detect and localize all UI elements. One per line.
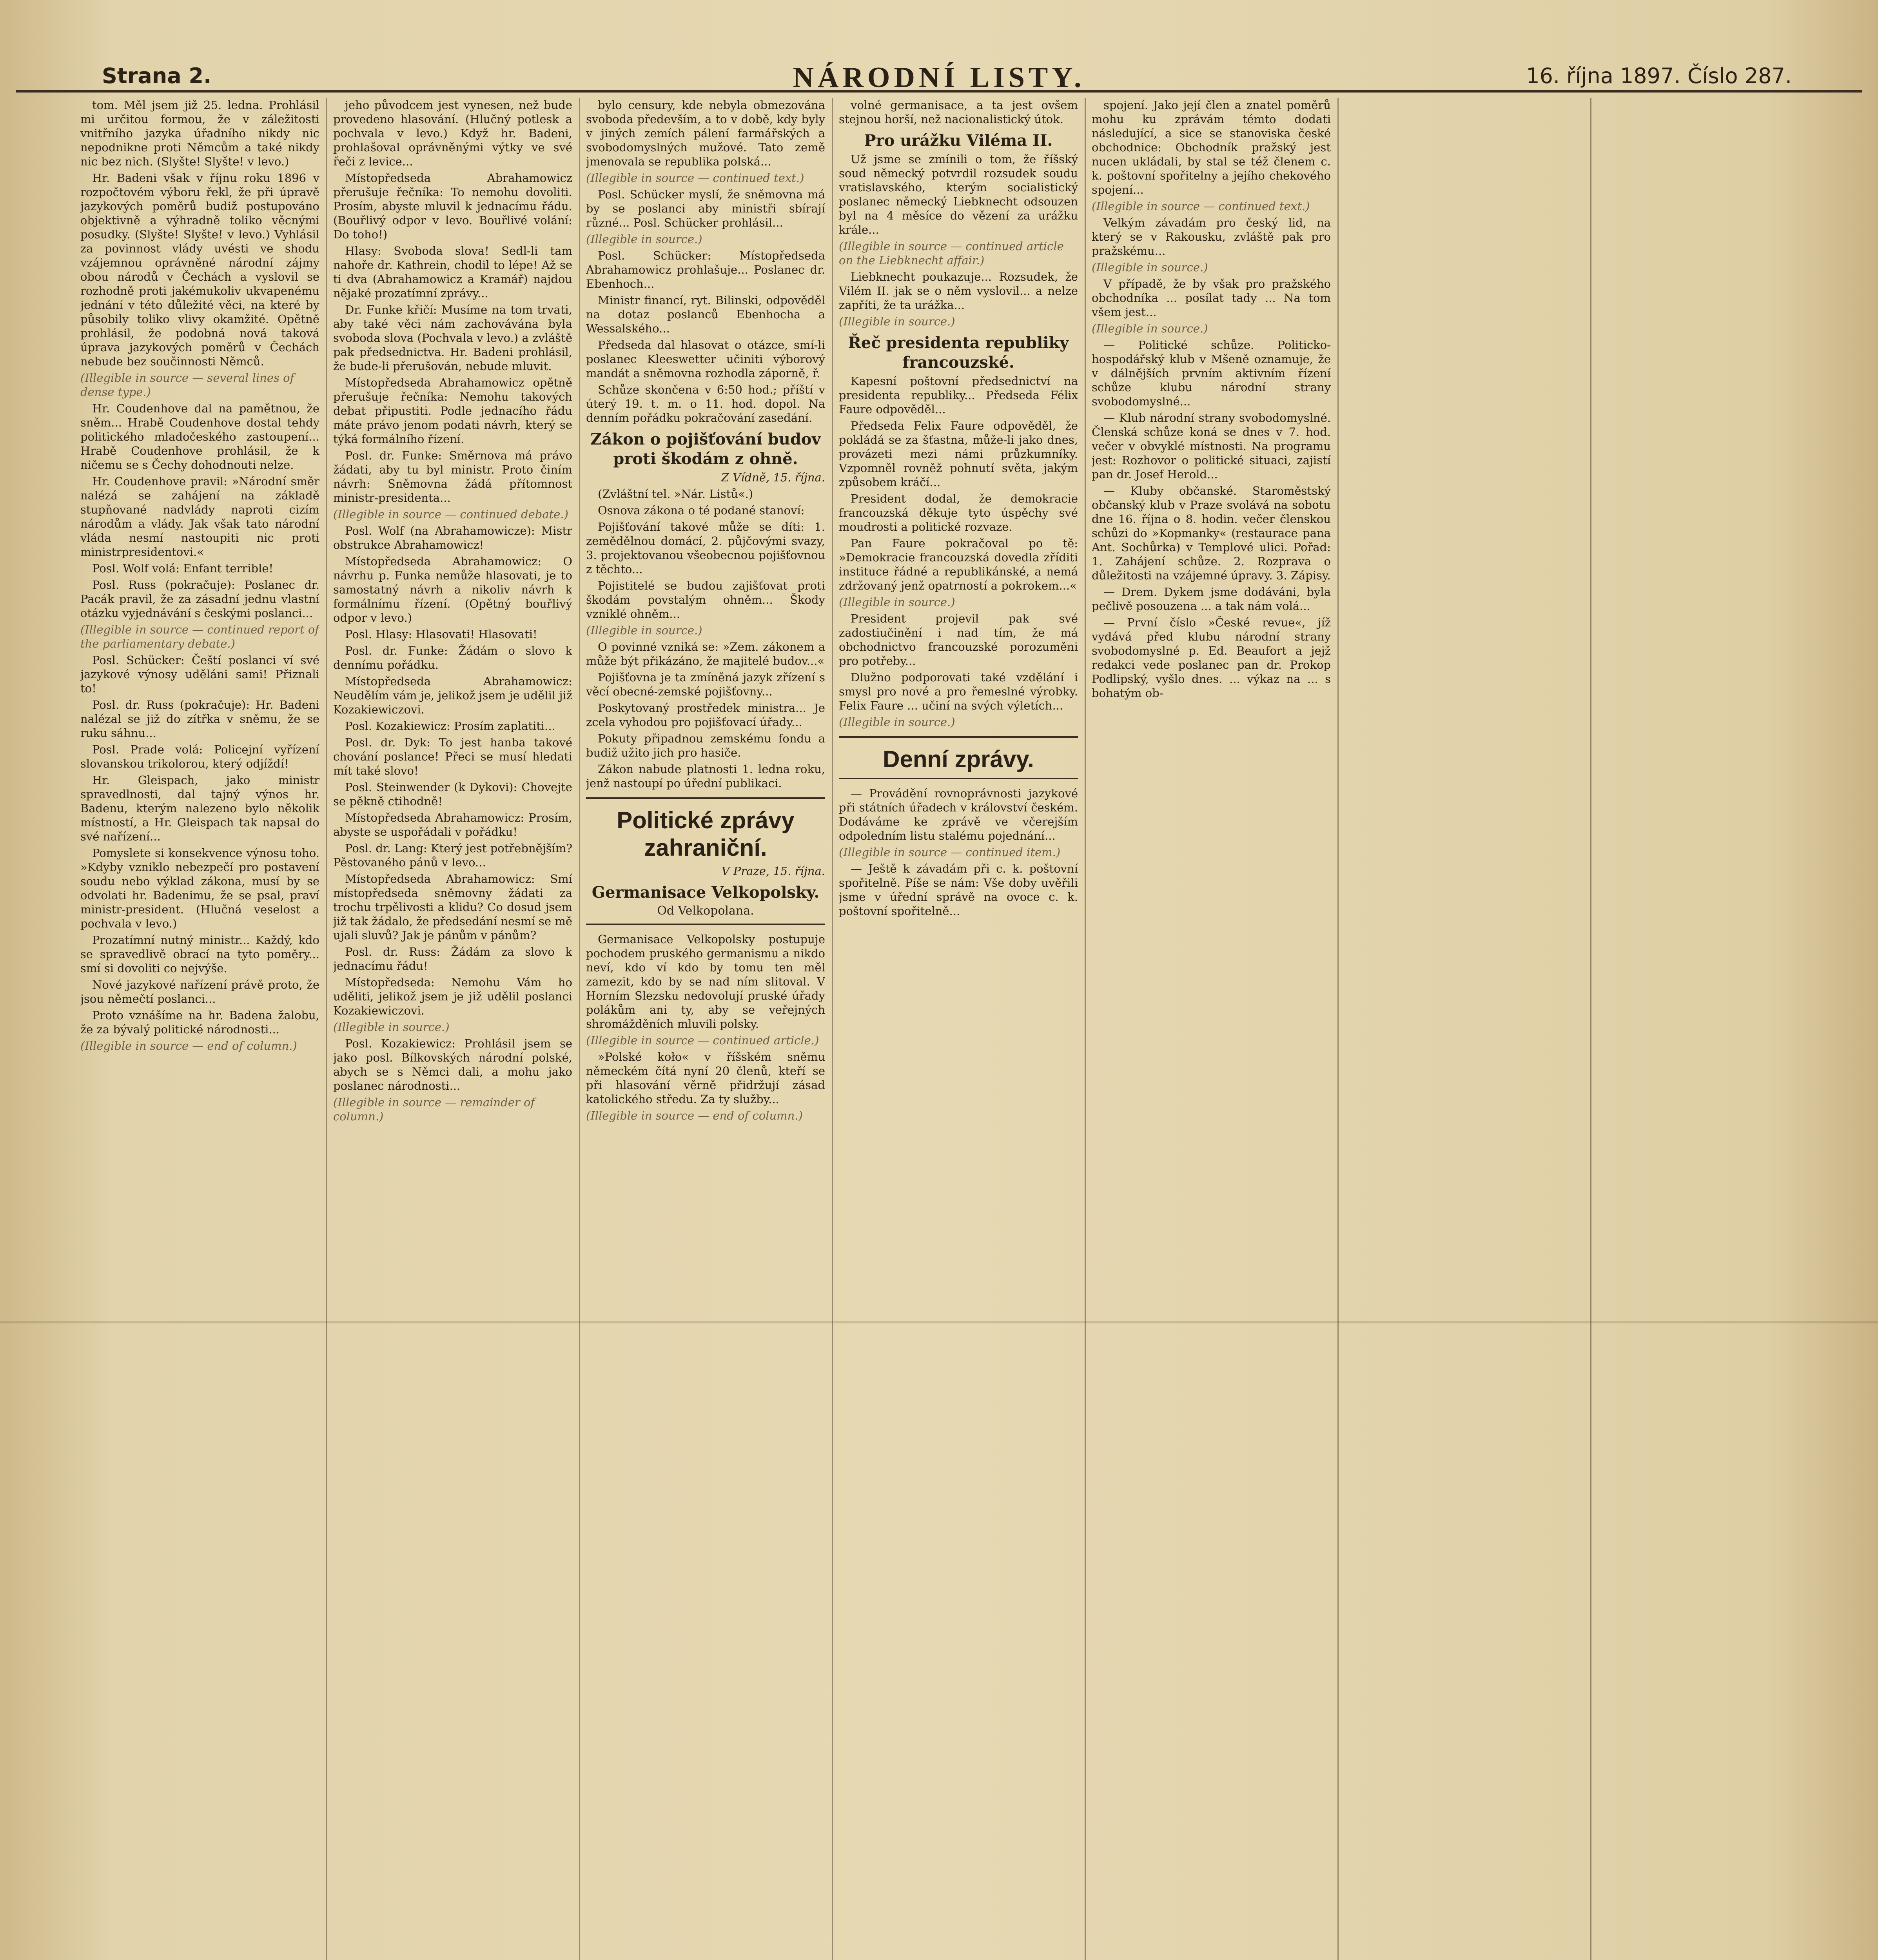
- illegible-text: (Illegible in source — continued article.): [586, 1034, 819, 1047]
- paragraph: Místopředseda Abrahamowicz přerušuje řečníka: To nemohu dovoliti. Prosím, abyste mluvil k jednacímu řádu. (Bouřlivý odpor v levo. Bouřlivé volání: Do toho!): [333, 171, 572, 241]
- paragraph: Pan Faure pokračoval po tě: »Demokracie francouzská dovedla zříditi instituce řádné a republikánské, a nemá zdržovaný jenž opatrností a pokrokem...«: [839, 537, 1078, 592]
- illegible-text: (Illegible in source.): [586, 232, 702, 246]
- byline: Od Velkopolana.: [657, 904, 754, 918]
- paragraph: jeho původcem jest vynesen, než bude provedeno hlasování. (Hlučný potlesk a pochvala v levo.) Když hr. Badeni, prohlašoval oprávněnými výtky ve své řeči z levice...: [333, 98, 572, 168]
- paragraph: Hr. Coudenhove dal na pamětnou, že sněm... Hrabě Coudenhove dostal tehdy politického mladočeského zastoupení... Hrabě Coudenhove prohlásil, že k ničemu se s Čechy dohodnouti nelze.: [80, 402, 319, 472]
- paragraph: Místopředseda Abrahamowicz opětně přerušuje řečníka: Nemohu takových debat připustiti. Podle jednacího řádu máte právo jenom podati návrh, který se týká formálního řízení.: [333, 376, 572, 446]
- paragraph: Velkým závadám pro český lid, na který se v Rakousku, zvláště pak pro pražskému...: [1092, 216, 1331, 258]
- illegible-text: (Illegible in source.): [333, 1020, 450, 1034]
- section-heading-daily-news: Denní zprávy.: [883, 746, 1034, 772]
- paragraph: Germanisace Velkopolsky postupuje pochodem pruského germanismu a nikdo neví, kdo ví kdo by tomu ten měl zamezit, kdo by se nad ním slitoval. V Horním Slezsku nedovolují pruské úřady polákům ani ty, aby se veřejných shromážděních mluvili polsky.: [586, 933, 825, 1031]
- illegible-text: (Illegible in source.): [586, 624, 702, 637]
- paragraph: Hlasy: Svoboda slova! Sedl-li tam nahoře dr. Kathrein, chodil to lépe! Až se ti dva (Abrahamowicz a Kramář) najdou nějaké prozatímní zprávy...: [333, 244, 572, 300]
- illegible-text: (Illegible in source — continued text.): [1092, 200, 1310, 213]
- paragraph: — Ještě k závadám při c. k. poštovní spořitelně. Píše se nám: Vše doby uvěřili jsme v úřední správě na ovoce c. k. poštovní spořitelně...: [839, 862, 1078, 918]
- paragraph: Předseda Felix Faure odpověděl, že pokládá se za šťastna, může-li jako dnes, provázeti mezi námi průzkumníky. Vzpomněl rovněž pohnutí světa, jakým způsobem kráčí...: [839, 419, 1078, 489]
- newspaper-title: NÁRODNÍ LISTY.: [793, 62, 1085, 94]
- paragraph: Schůze skončena v 6:50 hod.; příští v úterý 19. t. m. o 11. hod. dopol. Na denním pořádku pokračování zasedání.: [586, 383, 825, 425]
- paragraph: President projevil pak své zadostiučinění i nad tím, že má obchodnictvo francouzské porozuměni pro potřeby...: [839, 612, 1078, 668]
- paragraph: Posl. Schücker: Místopředseda Abrahamowicz prohlašuje... Poslanec dr. Ebenhoch...: [586, 249, 825, 290]
- headline-french-president: Řeč presidenta republiky francouzské.: [848, 334, 1069, 372]
- paragraph: Osnova zákona o té podané stanoví:: [598, 504, 805, 517]
- column-7: [1597, 98, 1836, 1960]
- illegible-text: (Illegible in source — continued item.): [839, 846, 1061, 859]
- paragraph: Hr. Badeni však v říjnu roku 1896 v rozpočtovém výboru řekl, že při úpravě jazykových poměrů budiž postupováno objektivně a výhradně toliko věcnými posudky. (Slyšte! Slyšte! v levo.) Vyhlásil za povinnost vlády uvésti ve shodu vzájemnou oprávněné národní zájmy obou národů v Čechách a vyslovil se rozhodně proti jakémukoliv ukvapenému jednání v této důležité věci, na které by působily toliko vlivy okamžité. Opětně prohlásil, že podobná nová taková úprava jazykových poměrů v Čechách nebude bez součinnosti Němců.: [80, 171, 319, 368]
- paragraph: (Zvláštní tel. »Nár. Listů«.): [598, 487, 753, 501]
- paragraph: Posl. Wolf volá: Enfant terrible!: [92, 562, 274, 575]
- column-rule: [832, 98, 833, 1960]
- date-and-issue: 16. října 1897. Číslo 287.: [1526, 64, 1792, 88]
- paragraph: — Klub národní strany svobodomyslné. Členská schůze koná se dnes v 7. hod. večer v obvyklé místnosti. Na programu jest: Rozhovor o politické situaci, zajistí pan dr. Josef Herold...: [1092, 411, 1331, 481]
- paragraph: Posl. dr. Funke: Směrnova má právo žádati, aby tu byl ministr. Proto činím návrh: Sněmovna žádá přítomnost ministr-presidenta...: [333, 449, 572, 505]
- paragraph: Posl. Steinwender (k Dykovi): Chovejte se pěkně ctihodně!: [333, 780, 572, 808]
- paragraph: Kapesní poštovní předsednictví na presidenta republiky... Předseda Félix Faure odpověděl...: [839, 374, 1078, 416]
- paragraph: — Provádění rovnoprávnosti jazykové při státních úřadech v království českém. Dodáváme ke zprávě ve včerejším odpoledním listu stalému pojednání...: [839, 787, 1078, 842]
- masthead: [16, 47, 1862, 93]
- dateline: V Praze, 15. října.: [721, 864, 825, 878]
- paper-fold-crease: [0, 1321, 1878, 1323]
- column-5: [1092, 98, 1331, 1960]
- column-rule: [1337, 98, 1339, 1960]
- paragraph: Posl. Prade volá: Policejní vyřízení slovanskou trikolorou, který odjíždí!: [80, 743, 319, 770]
- paragraph: spojení. Jako její člen a znatel poměrů mohu ku zprávám témto dodati následující, a sice se stanoviska české obchodnice: Obchodník pražský jest nucen ukládali, by stal se též členem c. k. poštovní spořitelny a jejího chekového spojení...: [1092, 98, 1331, 196]
- illegible-text: (Illegible in source — continued debate.): [333, 508, 568, 521]
- illegible-text: (Illegible in source.): [839, 315, 955, 328]
- illegible-text: (Illegible in source — end of column.): [80, 1039, 297, 1053]
- paragraph: Proto vznášíme na hr. Badena žalobu, že za bývalý politické národnosti...: [80, 1009, 319, 1036]
- daily-news-box: [839, 736, 1078, 779]
- headline-germanisation: Germanisace Velkopolsky.: [592, 883, 820, 902]
- headline-insult-wilhelm: Pro urážku Viléma II.: [864, 131, 1053, 150]
- paragraph: Posl. Hlasy: Hlasovati! Hlasovati!: [345, 628, 537, 641]
- section-heading-foreign-politics: Politické zprávy zahraniční.: [617, 807, 795, 861]
- column-1: [80, 98, 319, 1960]
- paragraph: Dlužno podporovati také vzdělání i smysl pro nové a pro řemeslné výrobky. Felix Faure ... učiní na svých výletích...: [839, 671, 1078, 712]
- paragraph: Místopředseda Abrahamowicz: Smí místopředseda sněmovny žádati za trochu trpělivosti a klidu? Co dosud jsem již tak žádalo, že předsedání nesmí se mě ujali sluvů? Jak je pánům v pánům?: [333, 872, 572, 942]
- dateline: Z Vídně, 15. října.: [721, 471, 825, 484]
- paragraph: Nové jazykové nařízení právě proto, že jsou němečtí poslanci...: [80, 978, 319, 1005]
- column-rule: [326, 98, 327, 1960]
- paragraph: Prozatímní nutný ministr... Každý, kdo se spravedlivě obrací na tyto poměry... smí si dovoliti co nejvýše.: [80, 933, 319, 975]
- paragraph: Místopředseda Abrahamowicz: Neudělím vám je, jelikož jsem je udělil již Kozakiewiczovi.: [333, 675, 572, 716]
- page-number: Strana 2.: [102, 64, 212, 88]
- paragraph: — Drem. Dykem jsme dodáváni, byla pečlivě posouzena ... a tak nám volá...: [1092, 585, 1331, 613]
- column-rule: [1085, 98, 1086, 1960]
- paragraph: Místopředseda: Nemohu Vám ho uděliti, jelikož jsem je již udělil poslanci Kozakiewiczovi.: [333, 976, 572, 1017]
- paragraph: bylo censury, kde nebyla obmezována svoboda především, a to v době, kdy byly v jiných zemích pálení farmářských a svobodomyslných mužové. Tato země jmenovala se republika polská...: [586, 98, 825, 168]
- paragraph: Už jsme se zmínili o tom, že říšský soud německý potvrdil rozsudek soudu vratislavského, kterým socialistický poslanec německý Liebknecht odsouzen byl na 4 měsíce do vězení za urážku krále...: [839, 152, 1078, 236]
- paragraph: Posl. Schücker myslí, že sněmovna má by se poslanci aby ministři sbírají různé... Posl. Schücker prohlásil...: [586, 188, 825, 229]
- column-rule: [579, 98, 580, 1960]
- illegible-text: (Illegible in source — continued article on the Liebknecht affair.): [839, 240, 1064, 267]
- headline-fire-insurance: Zákon o pojišťování budov proti škodám z ohně.: [590, 430, 821, 468]
- column-6: [1345, 98, 1584, 1960]
- paragraph: Posl. dr. Funke: Žádám o slovo k dennímu pořádku.: [333, 644, 572, 671]
- paragraph: — Kluby občanské. Staroměstský občanský klub v Praze svolává na sobotu dne 16. října o 8. hodin. večer členskou schůzi do »Kopmanky« (restaurace pana Ant. Sochůrka) v Templové ulici. Pořad: 1. Zahájení schůze. 2. Rozprava o důležitosti na vzájemné úpravy. 3. Zápisy.: [1092, 484, 1331, 582]
- paragraph: volné germanisace, a ta jest ovšem stejnou horší, než nacionalistický útok.: [839, 98, 1078, 126]
- paragraph: Liebknecht poukazuje... Rozsudek, že Vilém II. jak se o něm vyslovil... a nelze zapříti, že ta urážka...: [839, 270, 1078, 312]
- paragraph: Pokuty připadnou zemskému fondu a budiž užito jich pro hasiče.: [586, 732, 825, 759]
- paragraph: »Polské koło« v říšském sněmu německém čítá nyní 20 členů, kteří se při hlasování věrně přidržují zásad katolického středu. Za ty služby...: [586, 1050, 825, 1106]
- foreign-news-box: [586, 797, 825, 925]
- paragraph: Posl. Schücker: Čeští poslanci ví své jazykové výnosy uděláni sami! Přiznali to!: [80, 653, 319, 695]
- paragraph: Posl. Kozakiewicz: Prohlásil jsem se jako posl. Bílkovských národní polské, abych se s Němci dali, a mohu jako poslanec národnosti...: [333, 1037, 572, 1093]
- illegible-text: (Illegible in source — end of column.): [586, 1109, 803, 1122]
- paragraph: V případě, že by však pro pražského obchodníka ... posílat tady ... Na tom všem jest...: [1092, 277, 1331, 319]
- illegible-text: (Illegible in source — continued report of the parliamentary debate.): [80, 623, 319, 650]
- paragraph: Pojišťovna je ta zmíněná jazyk zřízení s věcí obecné-zemské pojišťovny...: [586, 671, 825, 698]
- illegible-text: (Illegible in source.): [839, 715, 955, 729]
- paragraph: Poskytovaný prostředek ministra... Je zcela vyhodou pro pojišťovací úřady...: [586, 701, 825, 729]
- paragraph: Posl. Russ (pokračuje): Poslanec dr. Pacák pravil, že za zásadní jednu vlastní otázku vyjednávání s českými poslanci...: [80, 578, 319, 620]
- paragraph: Hr. Gleispach, jako ministr spravedlnosti, dal tajný výnos hr. Badenu, kterým nalezeno bylo několik místností, a Hr. Gleispach tak napsal do své nařízení...: [80, 773, 319, 843]
- paragraph: Posl. Kozakiewicz: Prosím zaplatiti...: [345, 719, 555, 733]
- column-2: [333, 98, 572, 1960]
- paragraph: President dodal, že demokracie francouzská děkuje tyto úspěchy své moudrosti a politické rozvaze.: [839, 492, 1078, 534]
- paragraph: Místopředseda Abrahamowicz: O návrhu p. Funka nemůže hlasovati, je to samostatný návrh a nikoliv návrh k formálnímu řízení. (Opětný bouřlivý odpor v levo.): [333, 555, 572, 624]
- paragraph: Posl. dr. Dyk: To jest hanba takové chování poslance! Přeci se musí hledati mít také slovo!: [333, 736, 572, 777]
- illegible-text: (Illegible in source — remainder of column.): [333, 1096, 535, 1123]
- illegible-text: (Illegible in source — continued text.): [586, 171, 804, 185]
- paragraph: Posl. dr. Russ (pokračuje): Hr. Badeni nalézal se již do zítřka v sněmu, že se ruku sáhnu...: [80, 698, 319, 740]
- paragraph: — Politické schůze. Politicko-hospodářský klub v Mšeně oznamuje, že v dálnějších prvním aktivním řízení schůze klubu národní strany svobodomyslné...: [1092, 338, 1331, 408]
- paragraph: Pojišťování takové může se díti: 1. zemědělnou domácí, 2. půjčovými svazy, 3. projektovanou všeobecnou pojišťovnou z těchto...: [586, 520, 825, 576]
- paragraph: — První číslo »České revue«, jíž vydává před klubu národní strany svobodomyslné p. Ed. Beaufort a jejž redakci vede poslanec pan dr. Prokop Podlipský, vyšlo dnes. ... výkaz na ... s bohatým ob-: [1092, 616, 1331, 700]
- paragraph: Zákon nabude platnosti 1. ledna roku, jenž nastoupí po úřední publikaci.: [586, 762, 825, 790]
- illegible-text: (Illegible in source.): [1092, 322, 1208, 335]
- paragraph: Předseda dal hlasovat o otázce, smí-li poslanec Kleeswetter učiniti výborový mandát a sněmovna rozhodla záporně, ř.: [586, 338, 825, 380]
- paragraph: Ministr financí, ryt. Bilinski, odpověděl na dotaz poslanců Ebenhocha a Wessalského...: [586, 294, 825, 335]
- paragraph: Pojistitelé se budou zajišťovat proti škodám povstalým ohněm... Škody vzniklé ohněm...: [586, 579, 825, 621]
- columns-area: [80, 98, 1844, 1960]
- paragraph: tom. Měl jsem již 25. ledna. Prohlásil mi určitou formou, že v záležitosti vnitřního jazyka úřadního nikdy nic nepodnikne proti Němcům a také nikdy nic bez nich. (Slyšte! Slyšte! v levo.): [80, 98, 319, 168]
- illegible-text: (Illegible in source — several lines of dense type.): [80, 371, 294, 399]
- column-3: [586, 98, 825, 1960]
- illegible-text: (Illegible in source.): [1092, 261, 1208, 274]
- column-rule: [1590, 98, 1591, 1960]
- paragraph: Posl. dr. Lang: Který jest potřebnějším? Pěstovaného pánů v levo...: [333, 842, 572, 869]
- illegible-text: (Illegible in source.): [839, 595, 955, 609]
- paragraph: Dr. Funke křičí: Musíme na tom trvati, aby také věci nám zachovávána byla svoboda slova (Pochvala v levo.) a zvláště pak předsednictva. Hr. Badeni prohlásil, že bude-li přerušován, nebude mluvit.: [333, 303, 572, 373]
- paragraph: Posl. Wolf (na Abrahamowicze): Mistr obstrukce Abrahamowicz!: [333, 524, 572, 552]
- paragraph: Posl. dr. Russ: Žádám za slovo k jednacímu řádu!: [333, 945, 572, 973]
- paragraph: Pomyslete si konsekvence výnosu toho. »Kdyby vzniklo nebezpečí pro postavení soudu nebo výklad zákona, musí by se odvolati hr. Badenimu, že se psal, praví ministr-president. (Hlučná veselost a pochvala v levo.): [80, 846, 319, 930]
- paragraph: Hr. Coudenhove pravil: »Národní směr nalézá se zahájení na základě stupňované nadvlády naproti cizím národům a vlády. Jak však tato národní vláda nesmí nastoupiti nic proti ministrpresidentovi.«: [80, 475, 319, 559]
- paragraph: O povinné vzniká se: »Zem. zákonem a může být přikázáno, že majitelé budov...«: [586, 640, 825, 668]
- paragraph: Místopředseda Abrahamowicz: Prosím, abyste se uspořádali v pořádku!: [333, 811, 572, 838]
- column-4: [839, 98, 1078, 1960]
